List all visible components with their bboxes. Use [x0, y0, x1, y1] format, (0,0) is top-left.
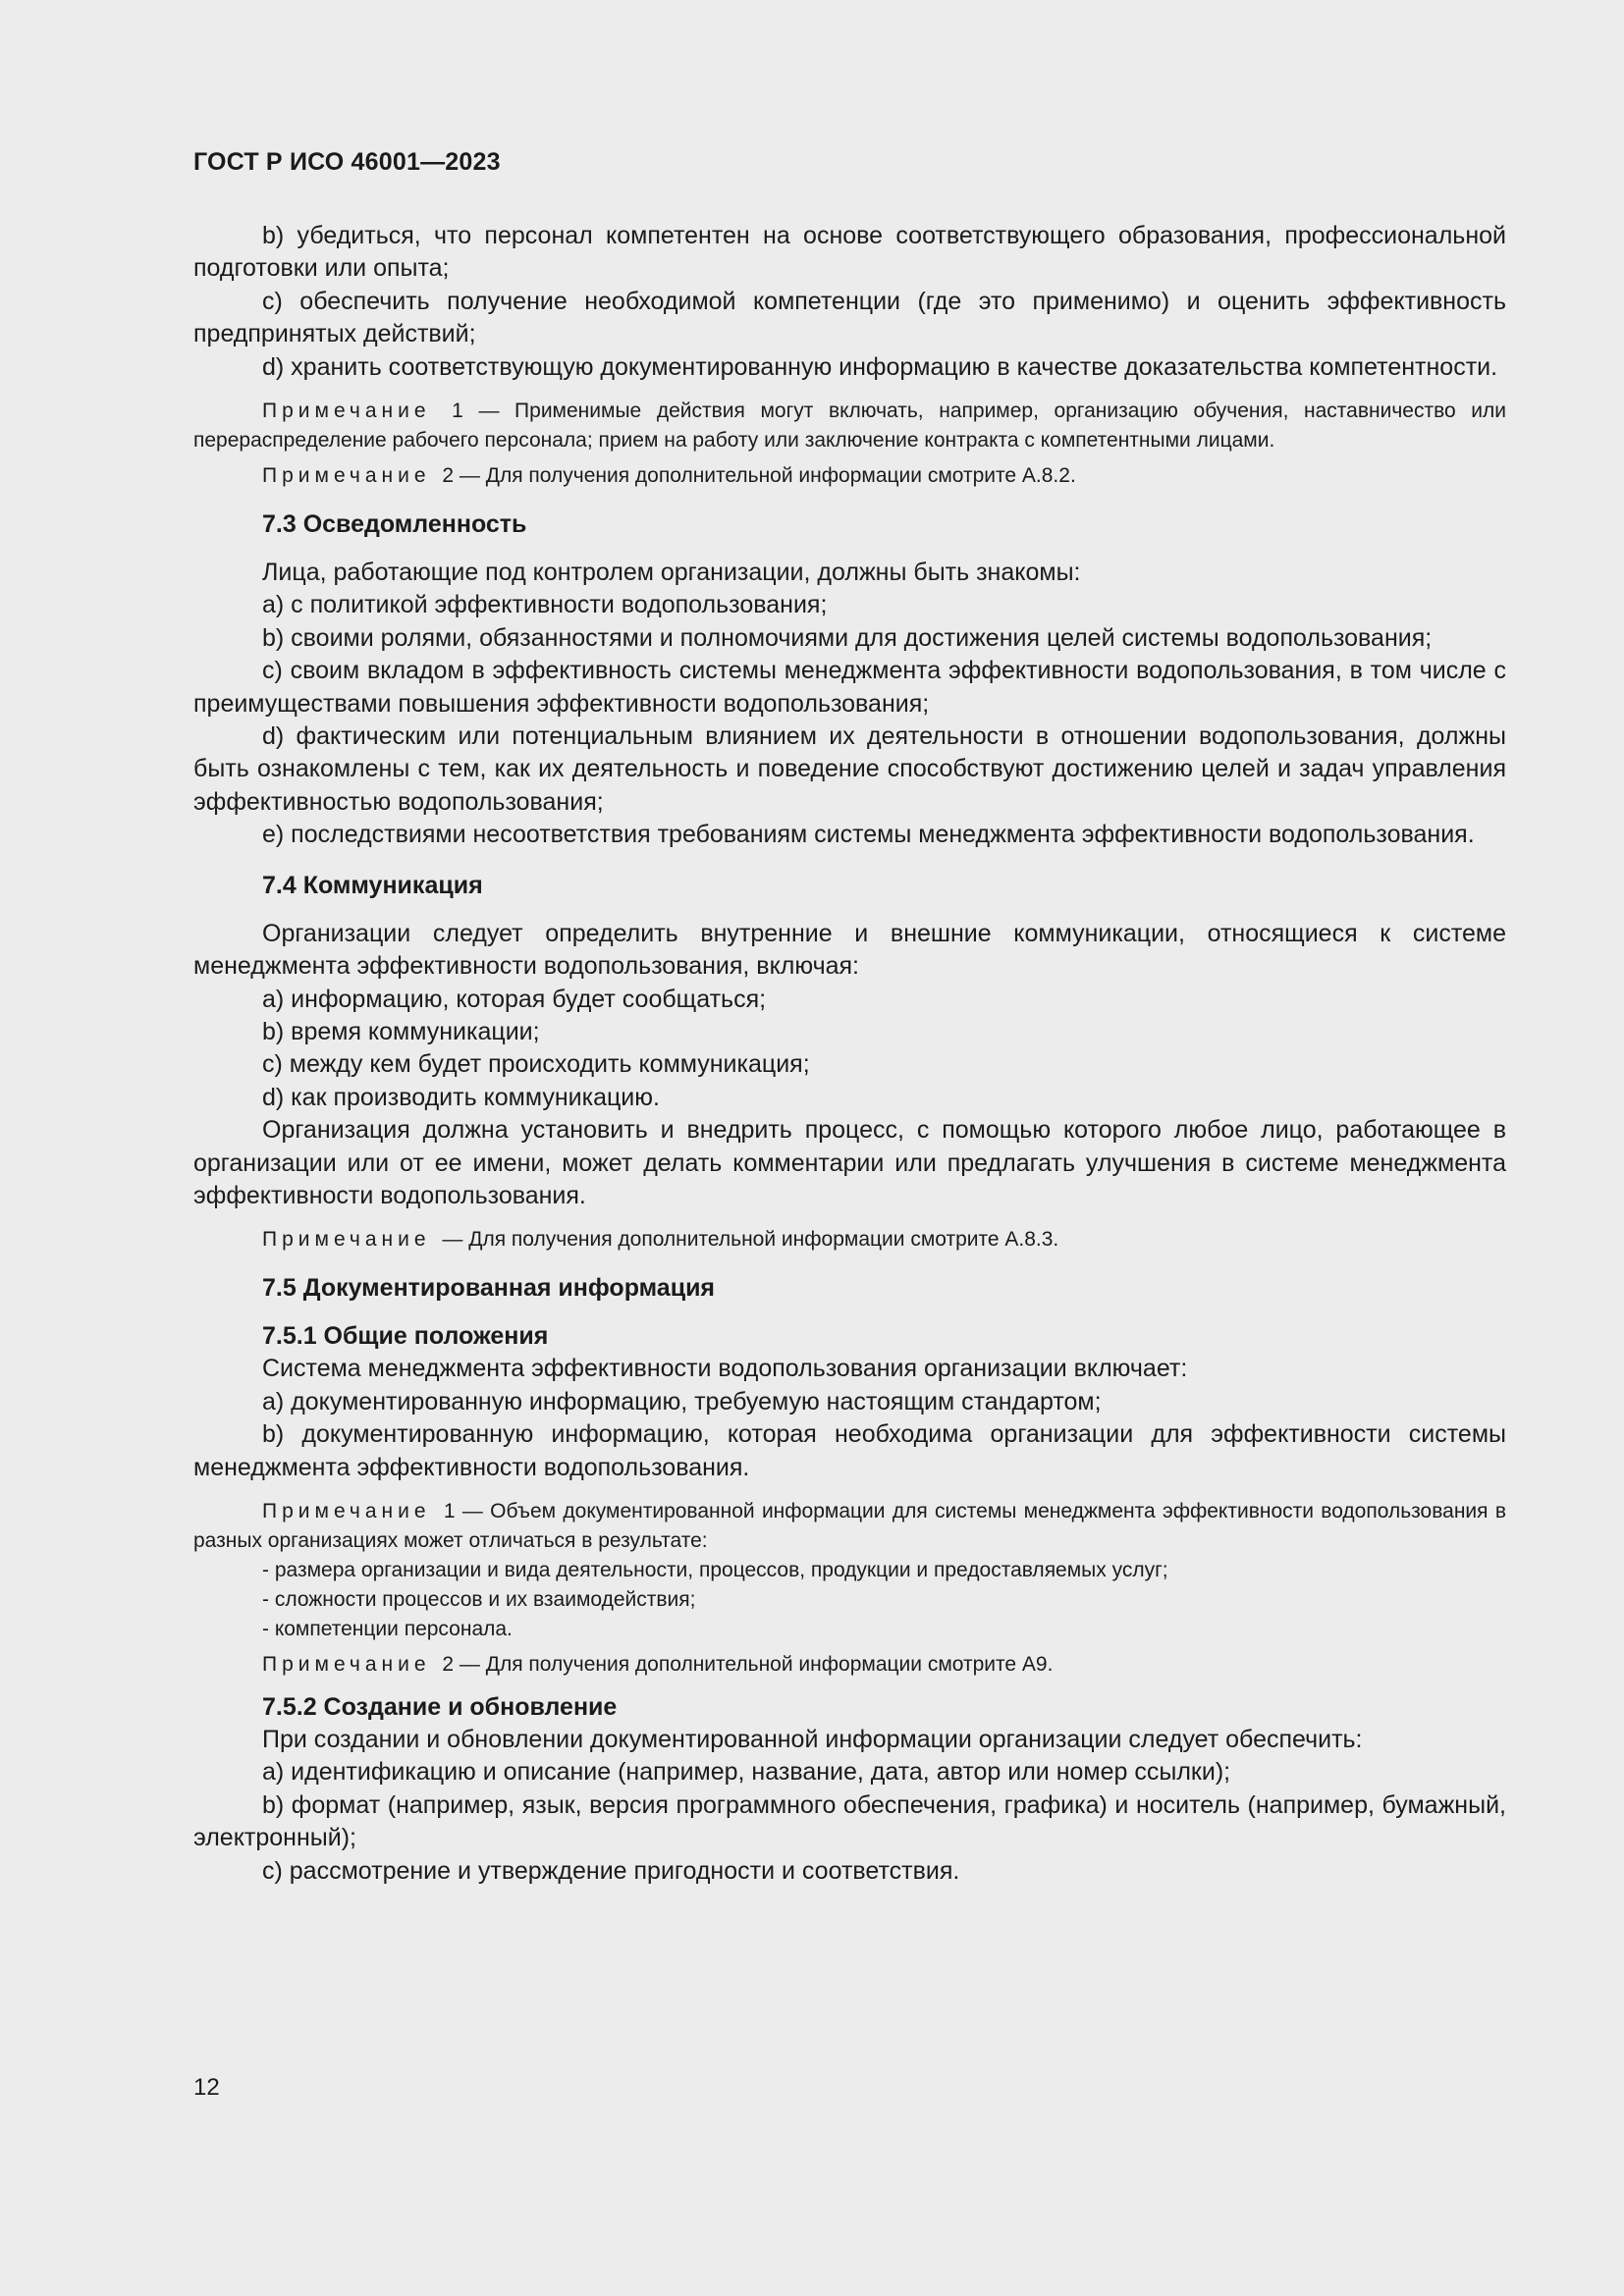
paragraph: Организации следует определить внутренние и внешние коммуникации, относящиеся к системе менеджмента эффективности водопользования, включая:	[193, 919, 1506, 981]
note-text: — Для получения дополнительной информации смотрите А.8.3.	[436, 1228, 1059, 1252]
note	[193, 1225, 1506, 1255]
list-item: b) своими ролями, обязанностями и полномочиями для достижения целей системы водопользования;	[262, 623, 1433, 652]
note	[193, 1650, 1506, 1680]
section-heading-7-4: 7.4 Коммуникация	[262, 871, 483, 899]
note-label: Примечание	[262, 1652, 431, 1676]
list-item: b) формат (например, язык, версия программного обеспечения, графика) и носитель (например, бумажный, электронный);	[193, 1790, 1506, 1852]
list-item: a) документированную информацию, требуемую настоящим стандартом;	[262, 1387, 1102, 1415]
dash-item: - компетенции персонала.	[262, 1617, 513, 1640]
note-label: Примечание	[262, 1499, 431, 1522]
list-item: c) между кем будет происходить коммуникация;	[262, 1050, 810, 1079]
list-item: d) фактическим или потенциальным влиянием их деятельности в отношении водопользования, должны быть ознакомлены с тем, как их деятельность и поведение способствуют достижению целей и задач управления эффективностью водопользования;	[193, 722, 1506, 816]
list-item: a) с политикой эффективности водопользования;	[262, 591, 828, 619]
subsection-heading-7-5-1: 7.5.1 Общие положения	[262, 1322, 549, 1351]
list-item: b) убедиться, что персонал компетентен на основе соответствующего образования, профессиональной подготовки или опыта;	[193, 222, 1506, 283]
note-text: 2 — Для получения дополнительной информации смотрите А9.	[436, 1652, 1054, 1676]
document-header: ГОСТ Р ИСО 46001—2023	[193, 148, 501, 176]
note-text: 1 — Объем документированной информации для системы менеджмента эффективности водопользования в разных организациях может отличаться в результате:	[193, 1499, 1506, 1552]
list-item: c) рассмотрение и утверждение пригодности и соответствия.	[262, 1856, 960, 1885]
paragraph: Лица, работающие под контролем организации, должны быть знакомы:	[262, 559, 1081, 587]
note-text: 1 — Применимые действия могут включать, например, организацию обучения, наставничество или перераспределение рабочего персонала; прием на работу или заключение контракта с компетентными лицами.	[193, 400, 1506, 453]
page-content	[193, 147, 1506, 1888]
page-number: 12	[193, 2074, 220, 2101]
note-label: Примечание	[262, 1228, 431, 1252]
paragraph: Организация должна установить и внедрить процесс, с помощью которого любое лицо, работающее в организации или от ее имени, может делать комментарии или предлагать улучшения в системе менеджмента эффективности водопользования.	[193, 1116, 1506, 1209]
list-item: c) своим вкладом в эффективность системы менеджмента эффективности водопользования, в том числе с преимуществами повышения эффективности водопользования;	[193, 657, 1506, 718]
list-item: e) последствиями несоответствия требованиям системы менеджмента эффективности водопользования.	[262, 821, 1475, 849]
list-item: a) идентификацию и описание (например, название, дата, автор или номер ссылки);	[262, 1758, 1231, 1787]
note	[193, 1497, 1506, 1556]
list-item: c) обеспечить получение необходимой компетенции (где это применимо) и оценить эффективность предпринятых действий;	[193, 287, 1506, 348]
section-heading-7-3: 7.3 Осведомленность	[262, 510, 527, 539]
list-item: d) как производить коммуникацию.	[262, 1083, 660, 1111]
list-item: b) время коммуникации;	[262, 1017, 540, 1045]
note	[193, 461, 1506, 491]
paragraph: При создании и обновлении документированной информации организации следует обеспечить:	[262, 1725, 1363, 1753]
dash-item: - сложности процессов и их взаимодействия;	[262, 1587, 696, 1611]
subsection-heading-7-5-2: 7.5.2 Создание и обновление	[262, 1692, 618, 1721]
list-item: a) информацию, которая будет сообщаться;	[262, 985, 767, 1013]
section-heading-7-5: 7.5 Документированная информация	[262, 1274, 716, 1303]
dash-item: - размера организации и вида деятельности, процессов, продукции и предоставляемых услуг;	[262, 1558, 1168, 1581]
note-text: 2 — Для получения дополнительной информации смотрите А.8.2.	[436, 464, 1076, 488]
list-item: d) хранить соответствующую документированную информацию в качестве доказательства компетентности.	[262, 352, 1498, 381]
note	[193, 397, 1506, 455]
paragraph: Система менеджмента эффективности водопользования организации включает:	[262, 1355, 1188, 1383]
note-label: Примечание	[262, 400, 431, 423]
list-item: b) документированную информацию, которая необходима организации для эффективности системы менеджмента эффективности водопользования.	[193, 1420, 1506, 1481]
note-label: Примечание	[262, 464, 431, 488]
